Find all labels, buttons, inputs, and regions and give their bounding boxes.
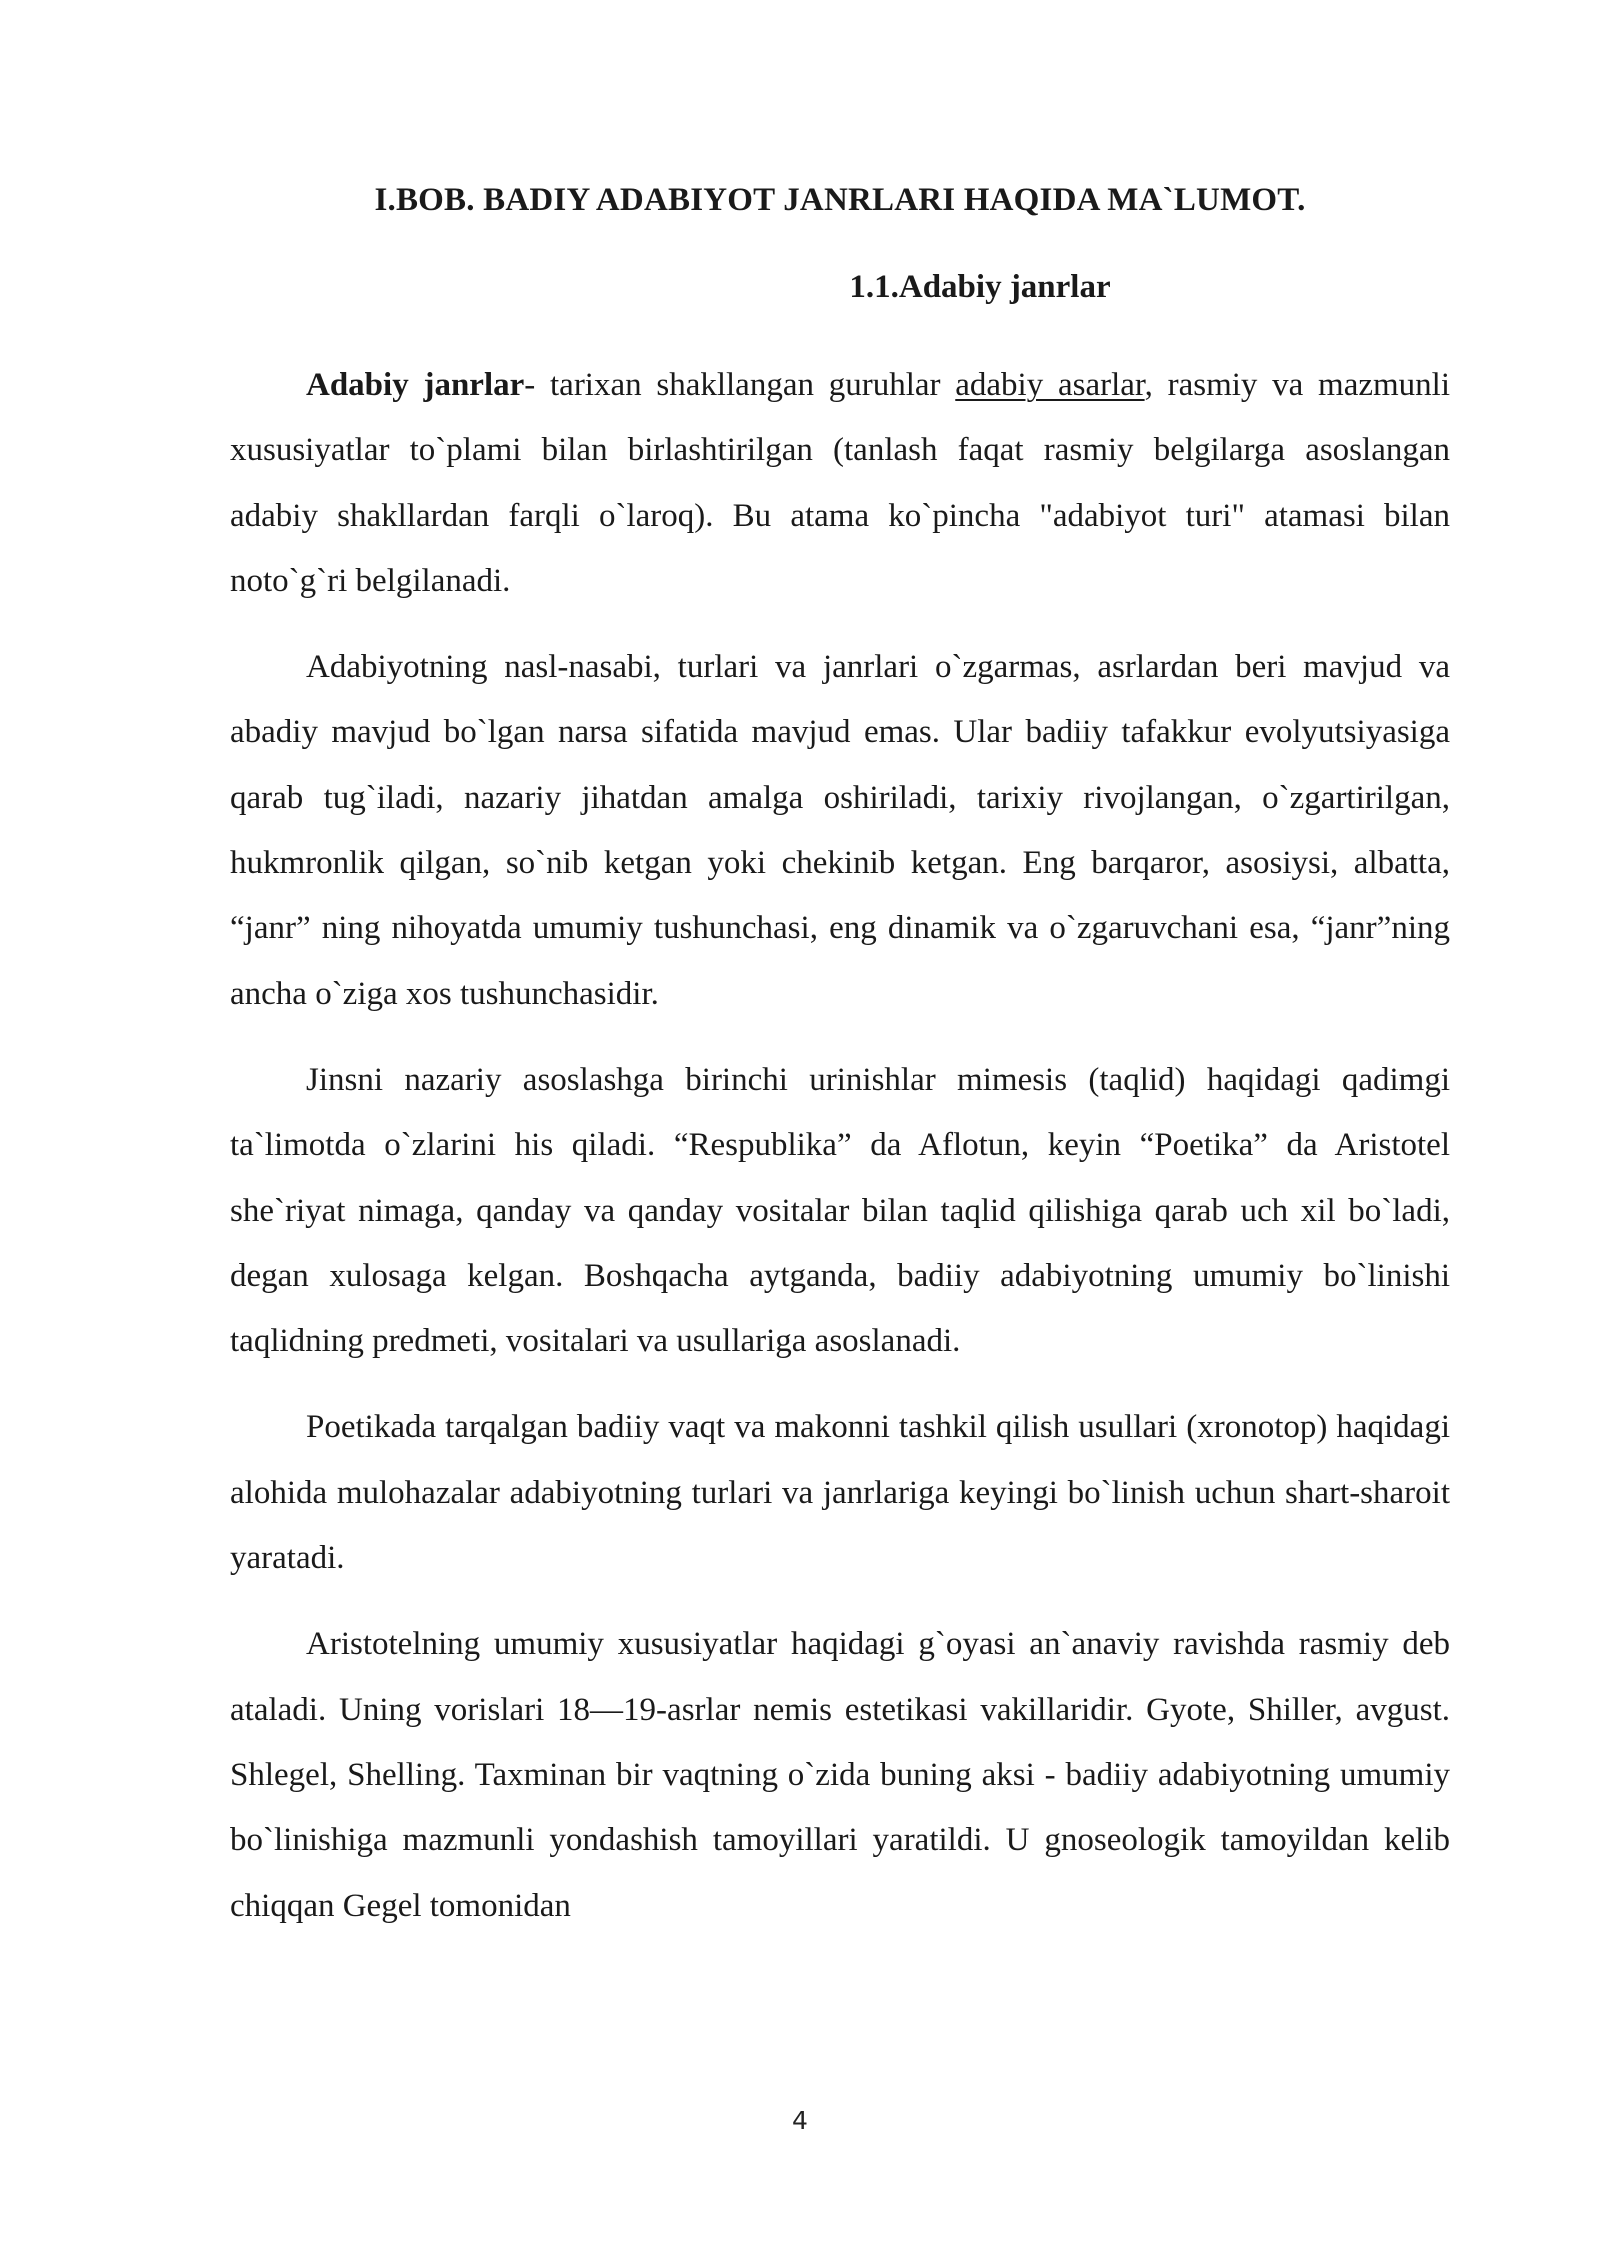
document-body (230, 353, 1450, 1960)
adabiy-asarlar-link[interactable]: adabiy asarlar (955, 367, 1145, 403)
definition-text: , rasmiy va mazmunli xususiyatlar to`plami bilan birlashtirilgan (tanlash faqat rasmiy belgilarga asoslangan adabiy shakllardan farqli o`laroq). Bu atama ko`pincha "adabiyot turi" atamasi bilan noto`g`ri belgilanadi. (230, 367, 1451, 599)
paragraph-mimesis: Jinsni nazariy asoslashga birinchi urinishlar mimesis (taqlid) haqidagi qadimgi ta`limotda o`zlarini his qiladi. “Respublika” da Aflotun, keyin “Poetika” da Aristotel she`riyat nimaga, qanday va qanday vositalar bilan taqlid qilishiga qarab uch xil bo`ladi, degan xulosaga kelgan. Boshqacha aytganda, badiiy adabiyotning umumiy bo`linishi taqlidning predmeti, vositalari va usullariga asoslanadi. (230, 1061, 1450, 1360)
definition-lead: - tarixan shakllangan guruhlar (524, 367, 956, 403)
page-number: 4 (792, 2106, 808, 2135)
paragraph-aristotle: Aristotelning umumiy xususiyatlar haqidagi g`oyasi an`anaviy ravishda rasmiy deb ataladi. Uning vorislari 18—19-asrlar nemis estetikasi vakillaridir. Gyote, Shiller, avgust. Shlegel, Shelling. Taxminan bir vaqtning o`zida buning aksi - badiiy adabiyotning umumiy bo`linishiga mazmunli yondashish tamoyillari yaratildi. U gnoseologik tamoyildan kelib chiqqan Gegel tomonidan (230, 1626, 1450, 1924)
defined-term: Adabiy janrlar (306, 367, 525, 403)
section-title: 1.1.Adabiy janrlar (849, 269, 1111, 305)
paragraph-chronotope: Poetikada tarqalgan badiiy vaqt va makonni tashkil qilish usullari (xronotop) haqidagi alohida mulohazalar adabiyotning turlari va janrlariga keyingi bo`linish uchun shart-sharoit yaratadi. (230, 1409, 1450, 1577)
chapter-title: I.BOB. BADIY ADABIYOT JANRLARI HAQIDA MA`LUMOT. (374, 182, 1306, 218)
paragraph-definition (230, 353, 1450, 614)
paragraph-genres-evolution: Adabiyotning nasl-nasabi, turlari va janrlari o`zgarmas, asrlardan beri mavjud va abadiy mavjud bo`lgan narsa sifatida mavjud emas. Ular badiiy tafakkur evolyutsiyasiga qarab tug`iladi, nazariy jihatdan amalga oshiriladi, tarixiy rivojlangan, o`zgartirilgan, hukmronlik qilgan, so`nib ketgan yoki chekinib ketgan. Eng barqaror, asosiysi, albatta, “janr” ning nihoyatda umumiy tushunchasi, eng dinamik va o`zgaruvchani esa, “janr”ning ancha o`ziga xos tushunchasidir. (230, 649, 1450, 1012)
